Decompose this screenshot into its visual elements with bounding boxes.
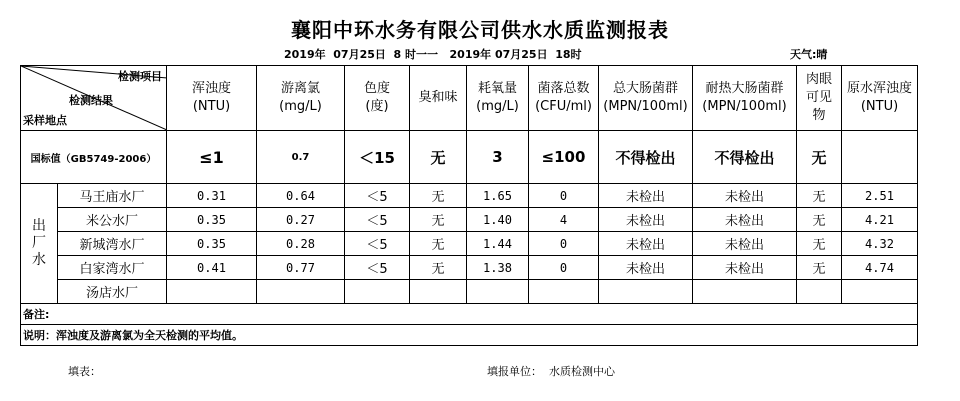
cell-value: 未检出	[599, 208, 693, 232]
cell-value: 未检出	[599, 232, 693, 256]
cell-value: 0.77	[257, 256, 345, 280]
col-header-odor: 臭和味	[410, 66, 467, 131]
cell-value: 未检出	[599, 184, 693, 208]
col-header-thermotolerant-coliforms: 耐热大肠菌群 (MPN/100ml)	[693, 66, 797, 131]
site-name: 白家湾水厂	[58, 256, 167, 280]
cell-value	[599, 280, 693, 304]
cell-value: ＜5	[345, 184, 410, 208]
col-header-free-chlorine: 游离氯 (mg/L)	[257, 66, 345, 131]
cell-value: 未检出	[693, 208, 797, 232]
standard-value: ≤100	[529, 131, 599, 184]
report-title: 襄阳中环水务有限公司供水水质监测报表	[291, 18, 669, 42]
corner-site-label: 采样地点	[23, 114, 67, 127]
cell-value: 1.40	[467, 208, 529, 232]
weather: 天气:晴	[790, 48, 828, 61]
cell-value: 4	[529, 208, 599, 232]
col-header-visible-matter: 肉眼 可见 物	[797, 66, 842, 131]
cell-value: 无	[410, 232, 467, 256]
table-row	[21, 208, 918, 232]
site-name: 马王庙水厂	[58, 184, 167, 208]
cell-value: 2.51	[842, 184, 918, 208]
note-text: 说明：浑浊度及游离氯为全天检测的平均值。	[21, 325, 918, 346]
standard-value: 0.7	[257, 131, 345, 184]
col-header-colony-count: 菌落总数 (CFU/ml)	[529, 66, 599, 131]
remark-label: 备注:	[21, 304, 918, 325]
cell-value: 无	[797, 184, 842, 208]
cell-value	[257, 280, 345, 304]
date-range: 2019年 07月25日 8 时一一 2019年 07月25日 18时	[284, 48, 582, 61]
table-row	[21, 184, 918, 208]
standard-value: 无	[410, 131, 467, 184]
note-row	[21, 325, 918, 346]
standard-value	[842, 131, 918, 184]
table-row	[21, 280, 918, 304]
cell-value: 0.35	[167, 232, 257, 256]
group-label-outlet-water: 出 厂 水	[21, 184, 58, 304]
cell-value: 0.41	[167, 256, 257, 280]
cell-value: 未检出	[693, 256, 797, 280]
cell-value: 无	[410, 184, 467, 208]
cell-value	[345, 280, 410, 304]
table-row	[21, 256, 918, 280]
site-name: 新城湾水厂	[58, 232, 167, 256]
standard-value: 不得检出	[693, 131, 797, 184]
filled-by-label: 填表：	[68, 365, 101, 378]
cell-value: 0.31	[167, 184, 257, 208]
cell-value: 0.35	[167, 208, 257, 232]
cell-value: 无	[797, 232, 842, 256]
standard-value: ＜15	[345, 131, 410, 184]
site-name: 汤店水厂	[58, 280, 167, 304]
cell-value: 无	[797, 256, 842, 280]
standard-value: 无	[797, 131, 842, 184]
cell-value: 0.27	[257, 208, 345, 232]
cell-value: ＜5	[345, 232, 410, 256]
cell-value	[410, 280, 467, 304]
cell-value: 4.32	[842, 232, 918, 256]
cell-value	[467, 280, 529, 304]
cell-value: ＜5	[345, 256, 410, 280]
corner-result-label: 检测结果	[69, 94, 113, 107]
cell-value: 4.74	[842, 256, 918, 280]
cell-value	[529, 280, 599, 304]
standard-row	[21, 131, 918, 184]
col-header-oxygen-consumption: 耗氧量 (mg/L)	[467, 66, 529, 131]
cell-value	[693, 280, 797, 304]
col-header-turbidity: 浑浊度 (NTU)	[167, 66, 257, 131]
header-row	[21, 66, 918, 131]
header-corner	[21, 66, 167, 131]
standard-label: 国标值（GB5749-2006）	[21, 131, 167, 184]
cell-value: 1.38	[467, 256, 529, 280]
standard-value: 3	[467, 131, 529, 184]
water-quality-table	[20, 65, 918, 346]
cell-value: 0.28	[257, 232, 345, 256]
col-header-raw-turbidity: 原水浑浊度 (NTU)	[842, 66, 918, 131]
cell-value: 无	[410, 208, 467, 232]
cell-value: 无	[410, 256, 467, 280]
cell-value	[797, 280, 842, 304]
cell-value: 1.44	[467, 232, 529, 256]
col-header-color: 色度 (度)	[345, 66, 410, 131]
cell-value: 0	[529, 256, 599, 280]
cell-value: 0	[529, 232, 599, 256]
cell-value: 1.65	[467, 184, 529, 208]
cell-value: 无	[797, 208, 842, 232]
table-row	[21, 232, 918, 256]
standard-value: 不得检出	[599, 131, 693, 184]
cell-value: 未检出	[693, 232, 797, 256]
cell-value: 0.64	[257, 184, 345, 208]
standard-value: ≤1	[167, 131, 257, 184]
remark-row	[21, 304, 918, 325]
corner-item-label: 检测项目	[118, 70, 162, 83]
site-name: 米公水厂	[58, 208, 167, 232]
col-header-total-coliforms: 总大肠菌群 (MPN/100ml)	[599, 66, 693, 131]
cell-value: 0	[529, 184, 599, 208]
cell-value	[167, 280, 257, 304]
cell-value: ＜5	[345, 208, 410, 232]
cell-value: 未检出	[693, 184, 797, 208]
cell-value: 4.21	[842, 208, 918, 232]
cell-value	[842, 280, 918, 304]
reporting-unit: 填报单位： 水质检测中心	[487, 365, 615, 378]
cell-value: 未检出	[599, 256, 693, 280]
